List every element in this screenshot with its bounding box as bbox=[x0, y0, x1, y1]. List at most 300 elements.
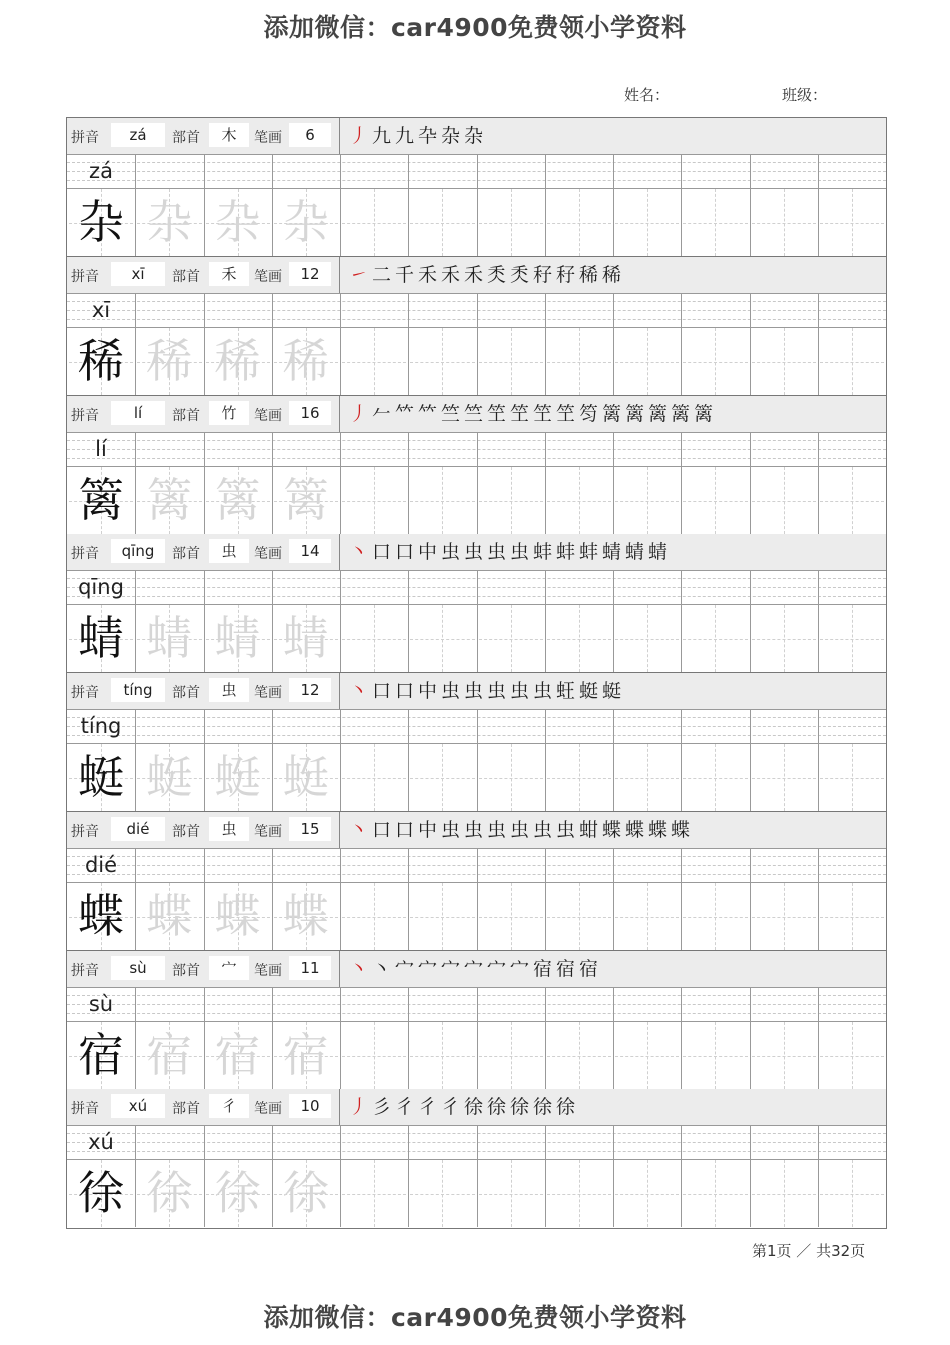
stroke-step: 徐 bbox=[555, 1096, 575, 1119]
stroke-step: 竺 bbox=[463, 402, 483, 425]
guide-line bbox=[820, 639, 884, 640]
pinyin-value: tíng bbox=[111, 678, 165, 702]
guide-line bbox=[615, 1056, 679, 1057]
character-entry bbox=[67, 1089, 886, 1228]
stroke-step: 篱 bbox=[647, 402, 667, 425]
cell-border bbox=[340, 709, 341, 811]
pinyin-display: zá bbox=[89, 159, 113, 183]
guide-line bbox=[683, 917, 747, 918]
cell-border bbox=[340, 848, 341, 950]
stroke-step: 彳 bbox=[417, 1096, 437, 1119]
cell-border bbox=[818, 848, 819, 950]
guide-line bbox=[410, 223, 474, 224]
character-entry bbox=[67, 673, 886, 812]
trace-character: 宿 bbox=[214, 1027, 261, 1082]
guide-line bbox=[615, 362, 679, 363]
stroke-step: 丿 bbox=[348, 402, 368, 425]
stroke-step: 彡 bbox=[371, 1096, 391, 1119]
stroke-step: 秂 bbox=[486, 263, 506, 286]
stroke-step: 蚌 bbox=[532, 541, 552, 564]
stroke-step: 蚌 bbox=[578, 541, 598, 564]
trace-character: 徐 bbox=[146, 1166, 193, 1221]
model-character: 蜓 bbox=[78, 750, 124, 804]
trace-character: 杂 bbox=[146, 195, 193, 249]
cell-border bbox=[681, 1125, 682, 1227]
cell-border bbox=[408, 987, 409, 1089]
guide-line bbox=[479, 362, 543, 363]
cell-border bbox=[613, 848, 614, 950]
guide-line bbox=[683, 1056, 747, 1057]
guide-line bbox=[342, 501, 406, 502]
cell-border bbox=[477, 709, 478, 811]
guide-line bbox=[615, 778, 679, 779]
trace-character: 蜻 bbox=[282, 611, 329, 666]
cell-border bbox=[477, 848, 478, 950]
writing-grid bbox=[67, 1125, 886, 1227]
divider bbox=[339, 673, 340, 709]
pinyin-label: 拼音 bbox=[71, 823, 99, 840]
trace-character: 蝶 bbox=[282, 888, 329, 943]
cell-border bbox=[750, 848, 751, 950]
stroke-step: 蜓 bbox=[601, 680, 621, 702]
stroke-step: 篱 bbox=[601, 402, 621, 425]
cell-border bbox=[545, 154, 546, 256]
cell-border bbox=[818, 987, 819, 1089]
cell-border bbox=[340, 293, 341, 395]
guide-line bbox=[479, 1194, 543, 1195]
stroke-step: 丿 bbox=[348, 1096, 368, 1119]
cell-border bbox=[613, 154, 614, 256]
cell-border bbox=[750, 709, 751, 811]
radical-value: 虫 bbox=[209, 539, 249, 563]
guide-line bbox=[752, 501, 816, 502]
cell-border bbox=[477, 570, 478, 672]
stroke-count-label: 笔画 bbox=[254, 130, 282, 146]
trace-character: 蝶 bbox=[214, 888, 261, 943]
cell-border bbox=[477, 987, 478, 1089]
model-character: 徐 bbox=[78, 1166, 124, 1221]
guide-line bbox=[615, 639, 679, 640]
stroke-count-label: 笔画 bbox=[254, 685, 282, 701]
stroke-step: 蝶 bbox=[670, 818, 690, 841]
stroke-step: 中 bbox=[417, 680, 437, 702]
cell-border bbox=[545, 709, 546, 811]
stroke-step: 虫 bbox=[463, 680, 483, 702]
stroke-step: 篱 bbox=[624, 402, 644, 425]
stroke-count-value: 12 bbox=[289, 262, 331, 286]
cell-border bbox=[818, 293, 819, 395]
stroke-step: 秄 bbox=[555, 263, 575, 286]
pinyin-display: xú bbox=[88, 1130, 114, 1155]
divider bbox=[339, 118, 340, 154]
character-entry bbox=[67, 534, 886, 673]
guide-line bbox=[410, 362, 474, 363]
divider bbox=[339, 534, 340, 570]
stroke-step: 蝶 bbox=[624, 818, 644, 841]
stroke-step: 蚶 bbox=[578, 818, 598, 841]
cell-border bbox=[545, 293, 546, 395]
trace-character: 蜓 bbox=[146, 750, 193, 804]
cell-border bbox=[681, 848, 682, 950]
radical-value: 木 bbox=[209, 123, 249, 147]
radical-label: 部首 bbox=[172, 130, 200, 146]
trace-character: 蜓 bbox=[282, 750, 329, 804]
radical-label: 部首 bbox=[172, 823, 200, 840]
stroke-step: 虫 bbox=[486, 818, 506, 841]
cell-border bbox=[681, 709, 682, 811]
watermark-top: 添加微信：car4900免费领小学资料 bbox=[263, 13, 687, 42]
cell-border bbox=[340, 432, 341, 534]
cell-border bbox=[340, 570, 341, 672]
character-entry bbox=[67, 118, 886, 257]
writing-grid bbox=[67, 709, 886, 811]
trace-character: 蜻 bbox=[146, 611, 193, 666]
stroke-step: ㇀ bbox=[348, 263, 368, 286]
guide-line bbox=[820, 1194, 884, 1195]
guide-line bbox=[615, 501, 679, 502]
guide-line bbox=[410, 1194, 474, 1195]
stroke-step: 杂 bbox=[440, 125, 460, 147]
cell-border bbox=[750, 293, 751, 395]
stroke-step: 丶 bbox=[371, 957, 391, 980]
writing-grid bbox=[67, 293, 886, 395]
model-character: 篱 bbox=[78, 472, 124, 527]
guide-line bbox=[547, 362, 611, 363]
pinyin-value: zá bbox=[111, 123, 165, 147]
cell-border bbox=[545, 432, 546, 534]
cell-border bbox=[750, 1125, 751, 1227]
stroke-step: 𥫗 bbox=[417, 402, 437, 425]
stroke-step: 口 bbox=[394, 818, 414, 841]
model-character: 杂 bbox=[78, 195, 124, 249]
trace-character: 宿 bbox=[146, 1027, 193, 1082]
guide-line bbox=[752, 362, 816, 363]
cell-border bbox=[408, 293, 409, 395]
cell-border bbox=[477, 154, 478, 256]
guide-line bbox=[547, 1194, 611, 1195]
stroke-step: 秂 bbox=[509, 263, 529, 286]
radical-label: 部首 bbox=[172, 407, 200, 424]
cell-border bbox=[408, 154, 409, 256]
radical-label: 部首 bbox=[172, 685, 200, 701]
guide-line bbox=[410, 917, 474, 918]
stroke-step: 禾 bbox=[417, 263, 437, 286]
radical-label: 部首 bbox=[172, 962, 200, 979]
radical-value: 彳 bbox=[209, 1094, 249, 1118]
stroke-count-value: 11 bbox=[289, 956, 331, 980]
cell-border bbox=[545, 848, 546, 950]
guide-line bbox=[547, 639, 611, 640]
writing-grid bbox=[67, 432, 886, 534]
radical-value: 禾 bbox=[209, 262, 249, 286]
guide-line bbox=[410, 501, 474, 502]
trace-character: 蜻 bbox=[214, 611, 261, 666]
stroke-step: 徐 bbox=[532, 1096, 552, 1119]
stroke-step: 九 bbox=[394, 125, 414, 147]
cell-border bbox=[818, 1125, 819, 1227]
stroke-step: 虫 bbox=[440, 818, 460, 841]
stroke-step: 宀 bbox=[417, 957, 437, 980]
cell-border bbox=[750, 432, 751, 534]
stroke-step: 口 bbox=[371, 680, 391, 702]
guide-line bbox=[479, 1056, 543, 1057]
stroke-count-value: 12 bbox=[289, 678, 331, 702]
info-row bbox=[67, 396, 886, 433]
cell-border bbox=[681, 293, 682, 395]
info-row bbox=[67, 673, 886, 710]
cell-border bbox=[340, 987, 341, 1089]
guide-line bbox=[683, 1194, 747, 1195]
stroke-step: 禾 bbox=[463, 263, 483, 286]
watermark-bottom: 添加微信：car4900免费领小学资料 bbox=[263, 1303, 687, 1332]
stroke-step: 口 bbox=[394, 680, 414, 702]
cell-border bbox=[750, 570, 751, 672]
stroke-step: 虫 bbox=[486, 541, 506, 564]
stroke-step: 笁 bbox=[486, 402, 506, 425]
stroke-step: 蝶 bbox=[601, 818, 621, 841]
cell-border bbox=[750, 987, 751, 1089]
stroke-step: 禾 bbox=[440, 263, 460, 286]
divider bbox=[339, 257, 340, 293]
cell-border bbox=[681, 432, 682, 534]
stroke-step: 虫 bbox=[486, 680, 506, 702]
guide-line bbox=[752, 223, 816, 224]
guide-line bbox=[479, 778, 543, 779]
stroke-step: 丿 bbox=[348, 125, 368, 147]
radical-label: 部首 bbox=[172, 1101, 200, 1118]
guide-line bbox=[683, 778, 747, 779]
guide-line bbox=[410, 778, 474, 779]
cell-border bbox=[681, 987, 682, 1089]
info-row bbox=[67, 534, 886, 571]
pinyin-display: dié bbox=[84, 852, 118, 877]
cell-border bbox=[613, 987, 614, 1089]
guide-line bbox=[479, 917, 543, 918]
stroke-step: 丶 bbox=[348, 818, 368, 841]
stroke-count-label: 笔画 bbox=[254, 1101, 282, 1118]
cell-border bbox=[613, 432, 614, 534]
trace-character: 篱 bbox=[282, 472, 329, 527]
stroke-count-value: 14 bbox=[289, 539, 331, 563]
stroke-step: 蜓 bbox=[578, 680, 598, 702]
guide-line bbox=[683, 501, 747, 502]
stroke-step: 中 bbox=[417, 541, 437, 564]
trace-character: 徐 bbox=[214, 1166, 261, 1221]
guide-line bbox=[547, 917, 611, 918]
pinyin-label: 拼音 bbox=[71, 1101, 99, 1118]
stroke-order-sequence bbox=[347, 260, 623, 290]
stroke-step: 笁 bbox=[509, 402, 529, 425]
cell-border bbox=[340, 154, 341, 256]
stroke-step: 宀 bbox=[440, 957, 460, 980]
model-character: 宿 bbox=[78, 1027, 124, 1082]
writing-grid bbox=[67, 848, 886, 950]
pinyin-value: xú bbox=[111, 1094, 165, 1118]
stroke-count-value: 16 bbox=[289, 401, 331, 425]
stroke-step: 千 bbox=[394, 263, 414, 286]
stroke-step: 虫 bbox=[509, 680, 529, 702]
trace-character: 徐 bbox=[282, 1166, 329, 1221]
stroke-step: 宀 bbox=[486, 957, 506, 980]
cell-border bbox=[818, 432, 819, 534]
stroke-order-sequence bbox=[347, 676, 623, 706]
character-entry bbox=[67, 396, 886, 535]
trace-character: 稀 bbox=[146, 333, 193, 388]
guide-line bbox=[752, 778, 816, 779]
guide-line bbox=[683, 362, 747, 363]
name-label: 姓名： bbox=[624, 86, 670, 104]
character-entry bbox=[67, 812, 886, 951]
stroke-count-label: 笔画 bbox=[254, 546, 282, 563]
stroke-order-sequence bbox=[347, 815, 692, 845]
stroke-step: 𥫗 bbox=[394, 402, 414, 425]
stroke-step: 徐 bbox=[486, 1096, 506, 1119]
cell-border bbox=[408, 570, 409, 672]
stroke-step: 虫 bbox=[532, 680, 552, 702]
trace-character: 篱 bbox=[214, 472, 261, 527]
radical-label: 部首 bbox=[172, 546, 200, 563]
guide-line bbox=[683, 639, 747, 640]
pinyin-display: lí bbox=[95, 436, 107, 461]
divider bbox=[339, 812, 340, 848]
stroke-step: 竺 bbox=[440, 402, 460, 425]
stroke-step: 丶 bbox=[348, 957, 368, 980]
stroke-step: 稀 bbox=[578, 263, 598, 286]
cell-border bbox=[818, 570, 819, 672]
divider bbox=[339, 1089, 340, 1125]
trace-character: 蝶 bbox=[146, 888, 193, 943]
stroke-step: 篱 bbox=[693, 402, 713, 425]
writing-grid bbox=[67, 154, 886, 256]
stroke-step: 虫 bbox=[440, 680, 460, 702]
stroke-order-sequence bbox=[347, 399, 715, 429]
writing-grid bbox=[67, 987, 886, 1089]
stroke-step: 丶 bbox=[348, 680, 368, 702]
stroke-count-label: 笔画 bbox=[254, 823, 282, 840]
radical-value: 竹 bbox=[209, 401, 249, 425]
guide-line bbox=[752, 1194, 816, 1195]
pinyin-label: 拼音 bbox=[71, 407, 99, 424]
stroke-step: 宿 bbox=[532, 957, 552, 980]
guide-line bbox=[820, 1056, 884, 1057]
stroke-step: 蝶 bbox=[647, 818, 667, 841]
trace-character: 稀 bbox=[282, 333, 329, 388]
stroke-step: 彳 bbox=[394, 1096, 414, 1119]
guide-line bbox=[820, 778, 884, 779]
pinyin-value: qīng bbox=[111, 539, 165, 563]
guide-line bbox=[820, 501, 884, 502]
stroke-step: 稀 bbox=[601, 263, 621, 286]
stroke-step: 笁 bbox=[555, 402, 575, 425]
guide-line bbox=[342, 639, 406, 640]
stroke-step: 蚌 bbox=[555, 541, 575, 564]
radical-value: 虫 bbox=[209, 678, 249, 702]
stroke-step: 口 bbox=[371, 818, 391, 841]
cell-border bbox=[613, 1125, 614, 1227]
pinyin-label: 拼音 bbox=[71, 685, 99, 701]
stroke-count-value: 15 bbox=[289, 817, 331, 841]
cell-border bbox=[750, 154, 751, 256]
pinyin-label: 拼音 bbox=[71, 546, 99, 563]
model-character: 蝶 bbox=[78, 888, 124, 943]
trace-character: 杂 bbox=[282, 195, 329, 249]
stroke-order-sequence bbox=[347, 537, 669, 567]
stroke-step: 宀 bbox=[463, 957, 483, 980]
stroke-count-label: 笔画 bbox=[254, 407, 282, 424]
stroke-step: 徐 bbox=[509, 1096, 529, 1119]
stroke-step: 宀 bbox=[509, 957, 529, 980]
info-row bbox=[67, 812, 886, 849]
guide-line bbox=[820, 917, 884, 918]
guide-line bbox=[547, 778, 611, 779]
stroke-step: 笁 bbox=[532, 402, 552, 425]
guide-line bbox=[752, 1056, 816, 1057]
guide-line bbox=[479, 501, 543, 502]
cell-border bbox=[408, 709, 409, 811]
page-subtitle bbox=[0, 44, 950, 56]
cell-border bbox=[408, 432, 409, 534]
practice-sheet bbox=[66, 117, 887, 1229]
stroke-order-sequence bbox=[347, 121, 485, 151]
stroke-step: 宿 bbox=[555, 957, 575, 980]
cell-border bbox=[408, 848, 409, 950]
writing-grid bbox=[67, 570, 886, 672]
stroke-step: 虫 bbox=[440, 541, 460, 564]
model-character: 蜻 bbox=[78, 611, 124, 666]
info-row bbox=[67, 951, 886, 988]
stroke-step: 𠂉 bbox=[371, 402, 391, 425]
guide-line bbox=[479, 639, 543, 640]
stroke-order-sequence bbox=[347, 954, 600, 984]
cell-border bbox=[613, 709, 614, 811]
info-row bbox=[67, 118, 886, 155]
cell-border bbox=[477, 293, 478, 395]
guide-line bbox=[410, 1056, 474, 1057]
pinyin-display: xī bbox=[91, 297, 111, 322]
stroke-step: 中 bbox=[417, 818, 437, 841]
cell-border bbox=[408, 1125, 409, 1227]
stroke-step: 徐 bbox=[463, 1096, 483, 1119]
stroke-step: 宀 bbox=[394, 957, 414, 980]
character-entry bbox=[67, 257, 886, 396]
guide-line bbox=[547, 223, 611, 224]
stroke-step: 口 bbox=[371, 541, 391, 564]
info-row bbox=[67, 257, 886, 294]
guide-line bbox=[820, 223, 884, 224]
pinyin-label: 拼音 bbox=[71, 268, 99, 285]
stroke-count-value: 6 bbox=[289, 123, 331, 147]
stroke-step: 虫 bbox=[555, 818, 575, 841]
guide-line bbox=[342, 917, 406, 918]
guide-line bbox=[342, 778, 406, 779]
trace-character: 杂 bbox=[214, 195, 261, 249]
cell-border bbox=[613, 570, 614, 672]
stroke-order-sequence bbox=[347, 1092, 577, 1122]
guide-line bbox=[752, 639, 816, 640]
cell-border bbox=[613, 293, 614, 395]
pinyin-display: tíng bbox=[80, 714, 122, 738]
guide-line bbox=[683, 223, 747, 224]
stroke-step: 虫 bbox=[509, 818, 529, 841]
guide-line bbox=[547, 501, 611, 502]
guide-line bbox=[342, 223, 406, 224]
pinyin-value: lí bbox=[111, 401, 165, 425]
guide-line bbox=[342, 1194, 406, 1195]
cell-border bbox=[681, 570, 682, 672]
guide-line bbox=[342, 1056, 406, 1057]
cell-border bbox=[545, 1125, 546, 1227]
pinyin-label: 拼音 bbox=[71, 962, 99, 979]
